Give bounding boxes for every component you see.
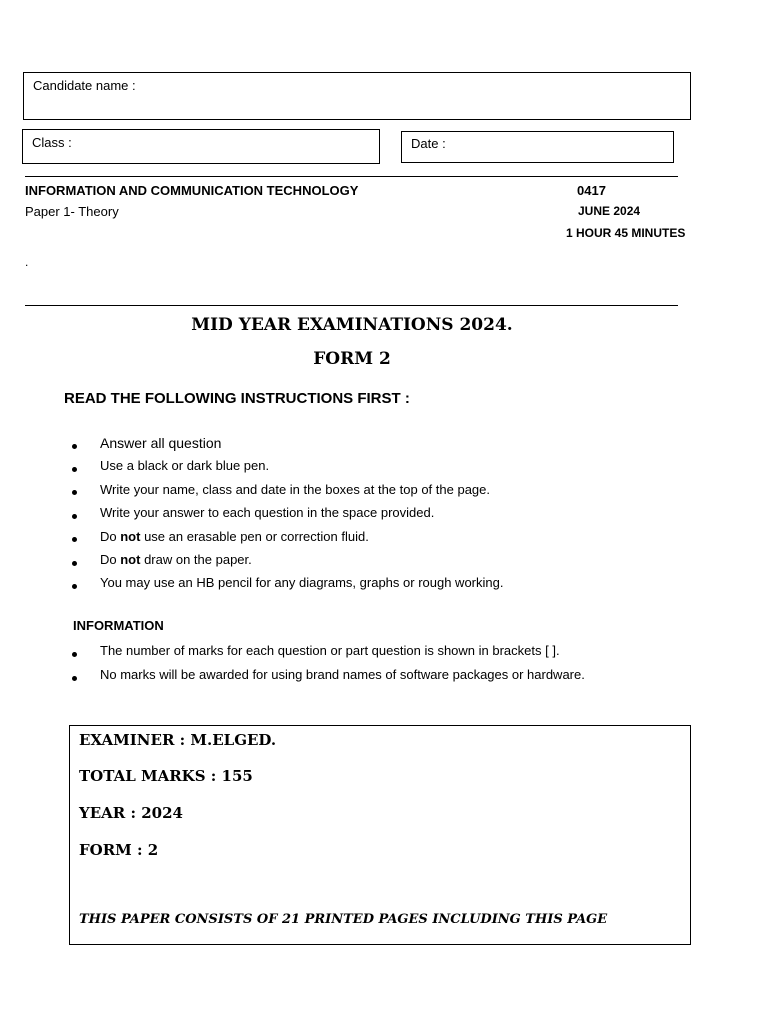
instruction-item: Use a black or dark blue pen. — [72, 458, 503, 481]
candidate-name-box[interactable] — [23, 72, 691, 120]
form-title: FORM 2 — [313, 349, 391, 369]
bullet-icon — [72, 537, 77, 542]
bullet-icon — [72, 490, 77, 495]
stray-dot: . — [25, 255, 29, 269]
instruction-item: Answer all question — [72, 435, 503, 458]
instructions-heading: READ THE FOLLOWING INSTRUCTIONS FIRST : — [64, 390, 410, 407]
candidate-name-label: Candidate name : — [33, 78, 136, 93]
date-label: Date : — [411, 136, 446, 151]
information-heading: INFORMATION — [73, 618, 164, 633]
bullet-icon — [72, 467, 77, 472]
subject-title: INFORMATION AND COMMUNICATION TECHNOLOGY — [25, 183, 359, 198]
bullet-icon — [72, 584, 77, 589]
subject-code: 0417 — [577, 183, 606, 198]
exam-title: MID YEAR EXAMINATIONS 2024. — [191, 315, 513, 335]
total-marks: TOTAL MARKS : 155 — [79, 767, 253, 785]
instruction-item: You may use an HB pencil for any diagrams, graphs or rough working. — [72, 575, 503, 598]
bullet-icon — [72, 676, 77, 681]
exam-year: YEAR : 2024 — [79, 804, 183, 822]
class-label: Class : — [32, 135, 72, 150]
exam-session: JUNE 2024 — [578, 204, 641, 218]
exam-form: FORM : 2 — [79, 841, 159, 859]
class-box[interactable] — [22, 129, 380, 164]
instruction-item: Write your name, class and date in the boxes at the top of the page. — [72, 482, 503, 505]
examiner-box — [69, 725, 691, 945]
information-item: No marks will be awarded for using brand names of software packages or hardware. — [72, 667, 585, 691]
bullet-icon — [72, 561, 77, 566]
bullet-icon — [72, 444, 77, 449]
header-rule-bottom — [25, 305, 678, 306]
bullet-icon — [72, 514, 77, 519]
paper-name: Paper 1- Theory — [25, 204, 119, 219]
examiner-name: EXAMINER : M.ELGED. — [79, 731, 277, 749]
instruction-item: Write your answer to each question in the space provided. — [72, 505, 503, 528]
bullet-icon — [72, 652, 77, 657]
instruction-item: Do not use an erasable pen or correction fluid. — [72, 529, 503, 552]
pages-note: THIS PAPER CONSISTS OF 21 PRINTED PAGES INCLUDING THIS PAGE — [79, 912, 608, 927]
header-rule-top — [25, 176, 678, 177]
date-box[interactable] — [401, 131, 674, 163]
instructions-list — [72, 435, 503, 599]
exam-duration: 1 HOUR 45 MINUTES — [566, 226, 686, 240]
information-item: The number of marks for each question or part question is shown in brackets [ ]. — [72, 643, 585, 667]
instruction-item: Do not draw on the paper. — [72, 552, 503, 575]
information-list — [72, 643, 585, 691]
